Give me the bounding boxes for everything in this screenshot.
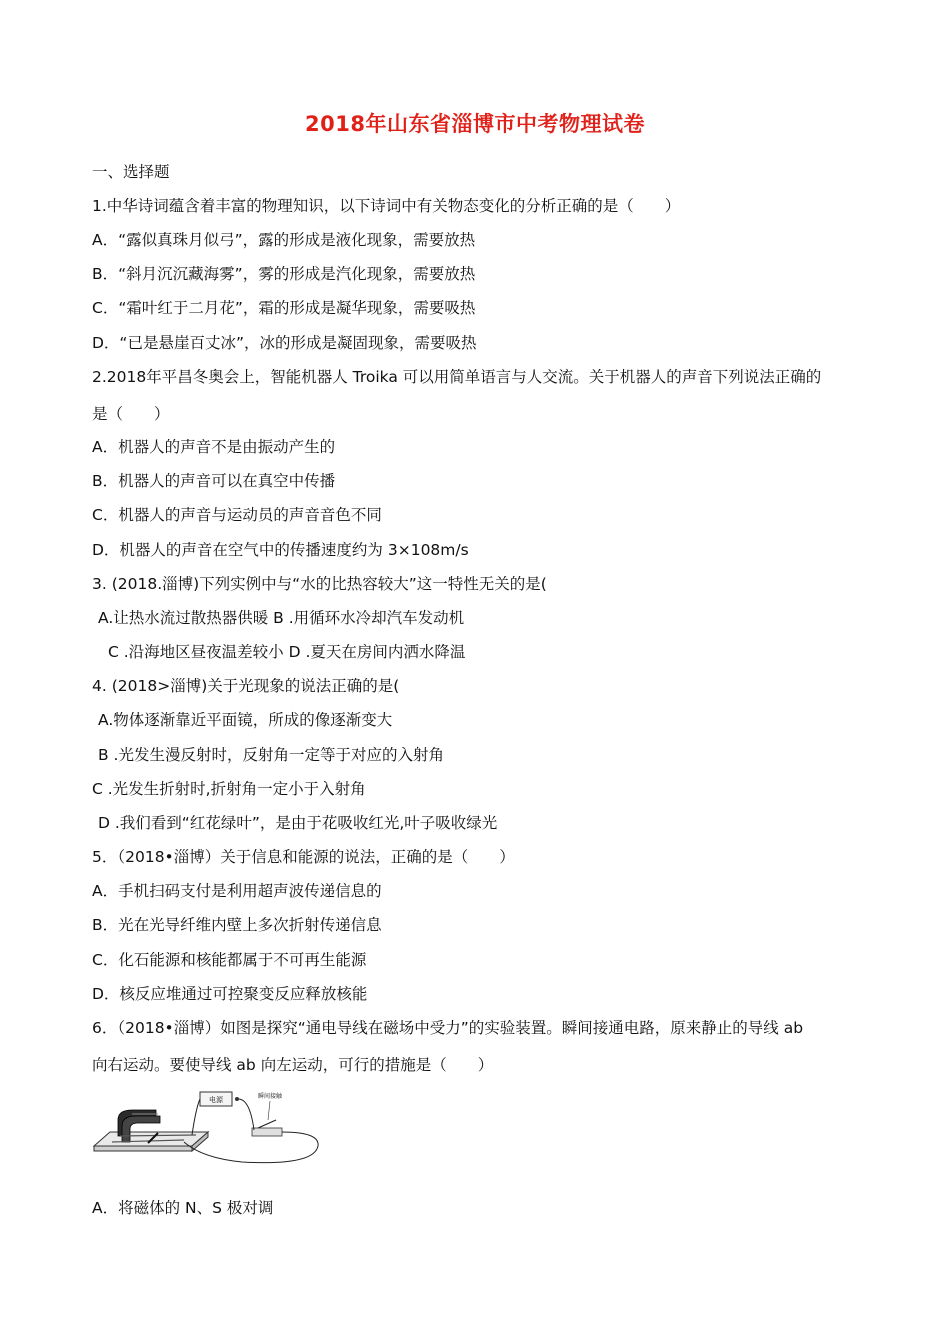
q2-option-a: A．机器人的声音不是由振动产生的: [92, 438, 336, 456]
section-heading: 一、选择题: [92, 163, 170, 181]
power-source-label: 电源: [209, 1096, 223, 1104]
q1-stem: 1.中华诗词蕴含着丰富的物理知识，以下诗词中有关物态变化的分析正确的是（ ）: [92, 197, 681, 215]
q5-option-b: B．光在光导纤维内壁上多次折射传递信息: [92, 916, 382, 934]
q4-stem: 4. (2018>淄博)关于光现象的说法正确的是(: [92, 677, 400, 695]
switch: [252, 1128, 282, 1136]
wire: [192, 1099, 200, 1135]
q3-options-cd: C .沿海地区昼夜温差较小 D .夏天在房间内洒水降温: [108, 643, 466, 661]
q2-option-c: C．机器人的声音与运动员的声音音色不同: [92, 506, 382, 524]
q5-option-c: C．化石能源和核能都属于不可再生能源: [92, 951, 367, 969]
q5-option-d: D．核反应堆通过可控聚变反应释放核能: [92, 985, 368, 1003]
q5-option-a: A．手机扫码支付是利用超声波传递信息的: [92, 882, 382, 900]
switch-label: 瞬间接触: [257, 1093, 283, 1100]
q6-option-a: A．将磁体的 N、S 极对调: [92, 1199, 274, 1217]
page-title: 2018年山东省淄博市中考物理试卷: [305, 112, 645, 136]
q3-options-ab: A.让热水流过散热器供暖 B .用循环水冷却汽车发动机: [98, 609, 465, 627]
q2-option-b: B．机器人的声音可以在真空中传播: [92, 472, 336, 490]
q1-option-b: B．“斜月沉沉藏海雾”，雾的形成是汽化现象，需要放热: [92, 265, 476, 283]
q3-stem: 3. (2018.淄博)下列实例中与“水的比热容较大”这一特性无关的是(: [92, 575, 547, 593]
q6-stem-line2: 向右运动。要使导线 ab 向左运动，可行的措施是（ ）: [92, 1056, 494, 1074]
q2-stem-line1: 2.2018年平昌冬奥会上，智能机器人 Troika 可以用简单语言与人交流。关于机器人的声音下列说法正确的: [92, 368, 822, 386]
q2-option-d: D．机器人的声音在空气中的传播速度约为 3×108m/s: [92, 541, 469, 559]
q5-stem: 5．（2018•淄博）关于信息和能源的说法，正确的是（ ）: [92, 848, 515, 866]
q1-option-a: A．“露似真珠月似弓”，露的形成是液化现象，需要放热: [92, 231, 476, 249]
q1-option-c: C．“霜叶红于二月花”，霜的形成是凝华现象，需要吸热: [92, 299, 476, 317]
q4-option-a: A.物体逐渐靠近平面镜，所成的像逐渐变大: [98, 711, 393, 729]
q4-option-d: D .我们看到“红花绿叶”，是由于花吸收红光,叶子吸收绿光: [98, 814, 498, 832]
experiment-diagram: [92, 1088, 324, 1168]
q6-stem-line1: 6．（2018•淄博）如图是探究“通电导线在磁场中受力”的实验装置。瞬间接通电路，原来静止的导线 ab: [92, 1019, 804, 1037]
q1-option-d: D．“已是悬崖百丈冰”，冰的形成是凝固现象，需要吸热: [92, 334, 477, 352]
q4-option-b: B .光发生漫反射时，反射角一定等于对应的入射角: [98, 746, 444, 764]
q4-option-c: C .光发生折射时,折射角一定小于入射角: [92, 780, 366, 798]
q2-stem-line2: 是（ ）: [92, 405, 170, 423]
